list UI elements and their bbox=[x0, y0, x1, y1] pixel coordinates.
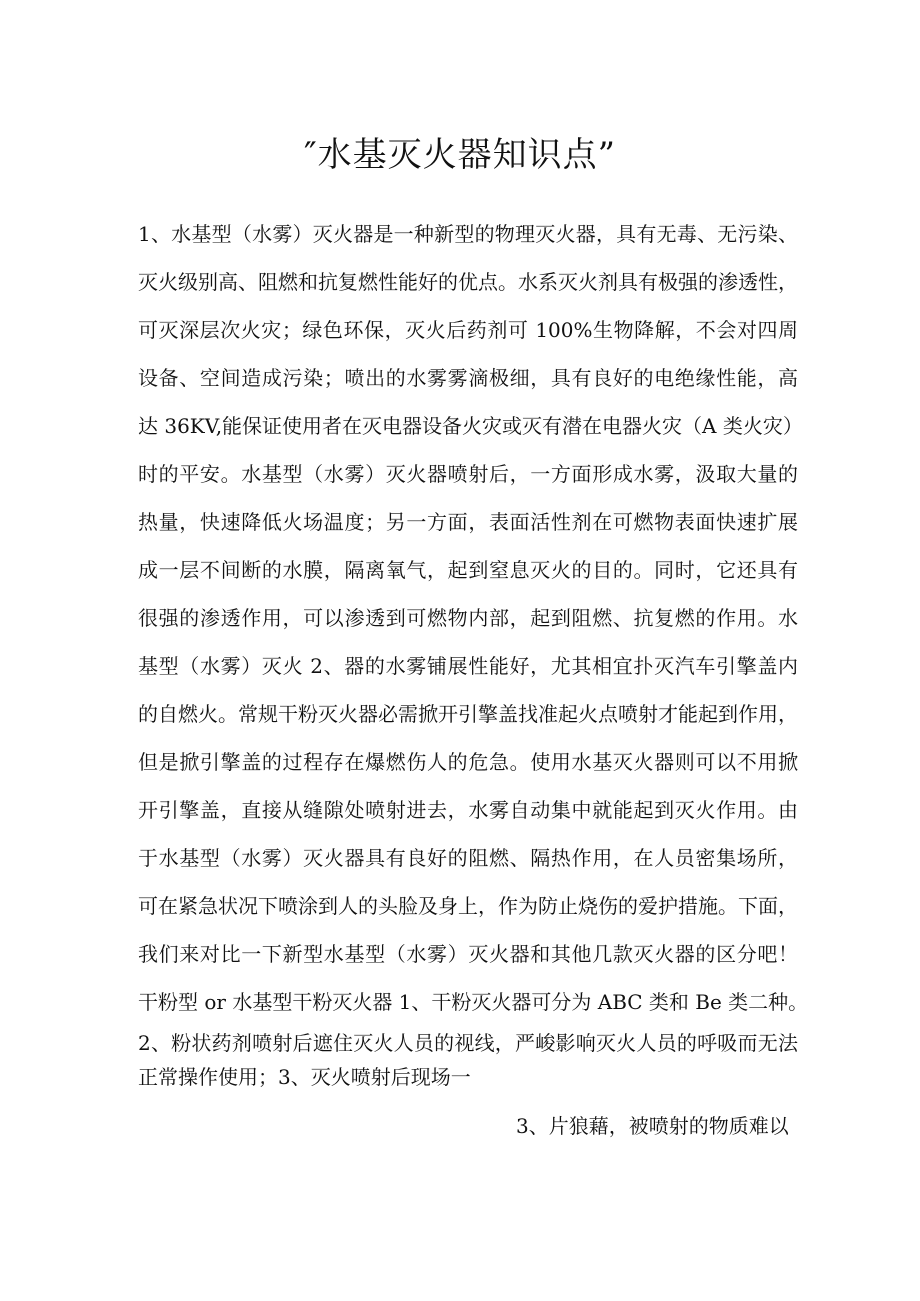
text-line: 可在紧急状况下喷涂到人的头脸及身上，作为防止烧伤的爱护措施。下面， bbox=[138, 894, 798, 918]
document-title: ″水基灭火器知识点” bbox=[303, 135, 617, 175]
text-line: 成一层不间断的水膜，隔离氧气，起到窒息灭火的目的。同时，它还具有 bbox=[138, 558, 798, 582]
document-body bbox=[138, 210, 809, 1094]
text-line: 但是掀引擎盖的过程存在爆燃伤人的危急。使用水基灭火器则可以不用掀 bbox=[138, 750, 798, 774]
text-line: 灭火级别高、阻燃和抗复燃性能好的优点。水系灭火剂具有极强的渗透性， bbox=[138, 270, 798, 294]
text-line: 于水基型（水雾）灭火器具有良好的阻燃、隔热作用，在人员密集场所， bbox=[138, 846, 798, 870]
text-line: 1、水基型（水雾）灭火器是一种新型的物理灭火器，具有无毒、无污染、 bbox=[138, 222, 798, 246]
text-line: 正常操作使用；3、灭火喷射后现场一 bbox=[138, 1065, 471, 1089]
text-line: 设备、空间造成污染；喷出的水雾雾滴极细，具有良好的电绝缘性能，高 bbox=[138, 366, 798, 390]
text-line-tail: 3、片狼藉，被喷射的物质难以 bbox=[516, 1114, 789, 1138]
text-line: 可灭深层次火灾；绿色环保，灭火后药剂可 100%生物降解，不会对四周 bbox=[138, 318, 798, 342]
text-line: 我们来对比一下新型水基型（水雾）灭火器和其他几款灭火器的区分吧！ bbox=[138, 942, 798, 966]
text-line: 2、粉状药剂喷射后遮住灭火人员的视线，严峻影响灭火人员的呼吸而无法 bbox=[138, 1031, 798, 1055]
text-line: 时的平安。水基型（水雾）灭火器喷射后，一方面形成水雾，汲取大量的 bbox=[138, 462, 798, 486]
text-line: 干粉型 or 水基型干粉灭火器 1、干粉灭火器可分为 ABC 类和 Be 类二种。 bbox=[138, 990, 809, 1014]
text-line: 很强的渗透作用，可以渗透到可燃物内部，起到阻燃、抗复燃的作用。水 bbox=[138, 606, 798, 630]
text-line: 热量，快速降低火场温度；另一方面，表面活性剂在可燃物表面快速扩展 bbox=[138, 510, 798, 534]
text-line: 的自燃火。常规干粉灭火器必需掀开引擎盖找准起火点喷射才能起到作用， bbox=[138, 702, 798, 726]
text-line: 开引擎盖，直接从缝隙处喷射进去，水雾自动集中就能起到灭火作用。由 bbox=[138, 798, 798, 822]
text-line: 达 36KV,能保证使用者在灭电器设备火灾或灭有潜在电器火灾（A 类火灾） bbox=[138, 414, 803, 438]
text-line: 基型（水雾）灭火 2、器的水雾铺展性能好，尤其相宜扑灭汽车引擎盖内 bbox=[138, 654, 798, 678]
